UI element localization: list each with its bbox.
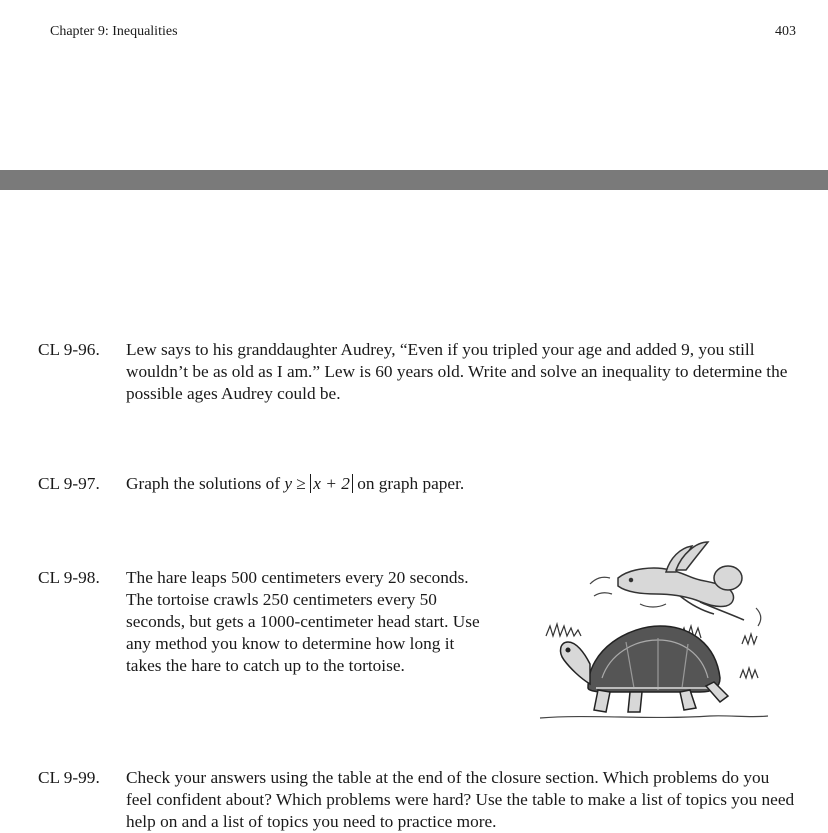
problem-number: CL 9-97. [38,474,100,493]
section-divider-bar [0,170,828,190]
math-variable-y: y [284,474,293,493]
problem-number: CL 9-96. [38,340,100,359]
hare-icon [618,542,744,620]
page-number: 403 [775,24,796,39]
problem-number: CL 9-98. [38,568,100,587]
running-head: Chapter 9: Inequalities [50,24,178,39]
problem-text [126,473,464,495]
problem-number: CL 9-99. [38,768,100,787]
problem-text: The hare leaps 500 centimeters every 20 seconds. The tortoise crawls 250 centimeters every 50 seconds, but gets a 1000-centimeter head start. Use any method you know to determine how long it takes the hare to catch up to the tortoise. [126,568,480,675]
tortoise-icon [561,626,728,712]
math-absolute-value: x + 2 [310,474,353,493]
problem-text-after: on graph paper. [357,474,465,493]
problem-text-before: Graph the solutions of [126,474,281,493]
math-relation: ≥ [296,474,306,493]
problem-text: Lew says to his granddaughter Audrey, “Even if you tripled your age and added 9, you still wouldn’t be as old as I am.” Lew is 60 years old. Write and solve an inequality to determine the possible ages Audrey could be. [126,340,788,403]
hare-and-tortoise-illustration [530,538,778,728]
problem-text: Check your answers using the table at the end of the closure section. Which problems do you feel confident about? Which problems were hard? Use the table to make a list of topics you need help on and a list of topics you need to practice more. [126,768,795,831]
